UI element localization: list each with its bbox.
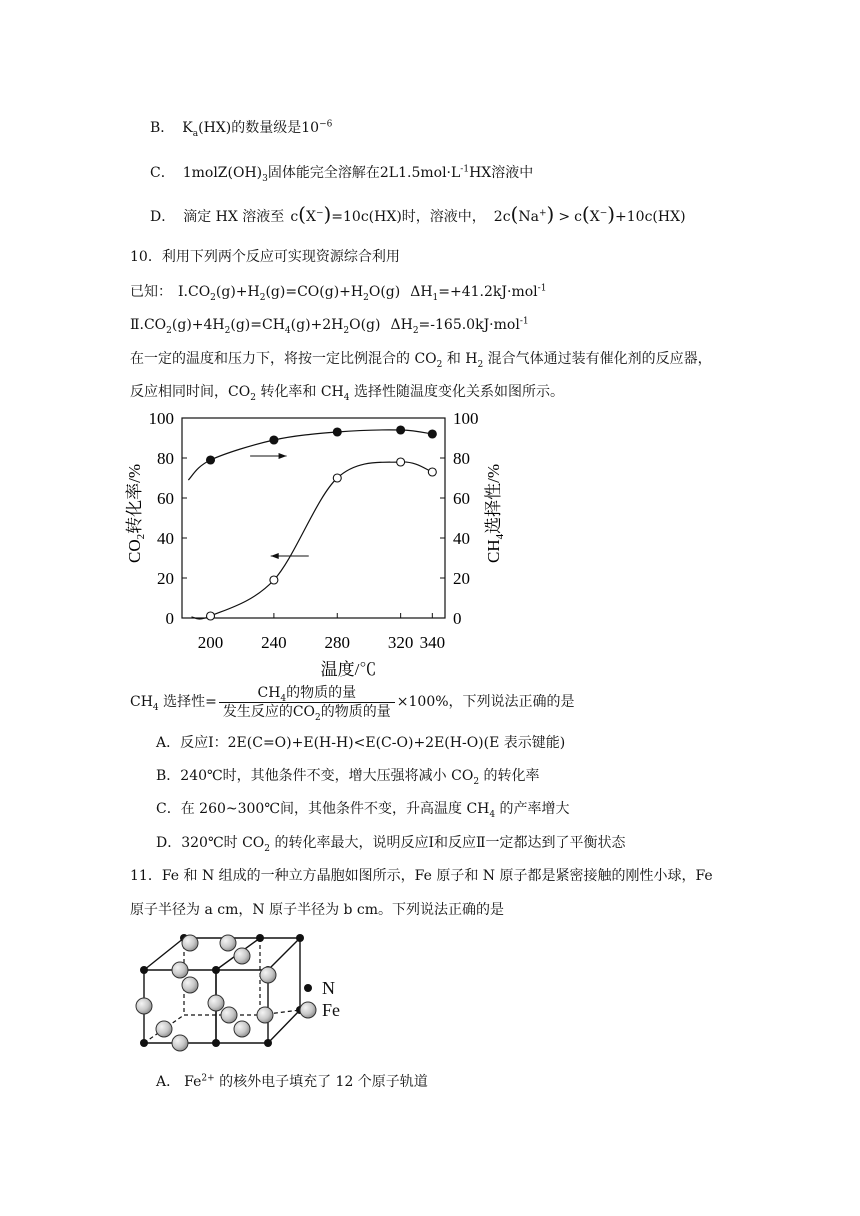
q10-option-c [156,799,570,819]
fe-atom [182,977,198,993]
fe-atom [208,995,224,1011]
text-part: 选择性随温度变化关系如图所示。 [349,384,564,400]
q9-option-d [150,204,686,227]
equation-tail: +10c(HX) [615,209,686,225]
formula-part: .CO [183,284,211,300]
option-text: 320℃时 CO [181,835,265,851]
subscript: 2 [166,325,172,336]
legend-n-marker [304,984,312,992]
fe-atom [220,935,236,951]
y-tick-label-right: 40 [453,529,470,548]
option-text: 的数量级是 [231,120,302,136]
q10-title: 10．利用下列两个反应可实现资源综合利用 [130,249,400,265]
delta-h: ΔH [390,317,413,333]
formula-part: (g)=CH [230,317,285,333]
y-tick-label-right: 0 [453,609,462,628]
q9-option-b [150,118,332,138]
q10-option-a [156,733,565,753]
subscript: 4 [489,809,496,820]
paren-open: ( [581,202,590,226]
option-text: 在 260~300℃间，其他条件不变，升高温度 CH [180,801,490,817]
subscript: 1 [432,292,439,303]
hx-text: (HX) [198,120,232,136]
c-symbol: 2c [493,209,511,225]
q11-text-line-2: 原子半径为 a cm，N 原子半径为 b cm。下列说法正确的是 [130,902,505,918]
ch4-selectivity-point [270,436,278,444]
hx-text: HX [469,165,492,181]
y-tick-label-left: 100 [148,409,174,428]
option-label: C． [150,165,175,181]
greater-than: > [558,209,571,225]
ch4-selectivity-curve [188,430,432,480]
fraction [219,684,395,721]
y-axis-label-left: $CO_2$转化率/% [125,463,147,563]
equation-part: =10c(HX) [331,209,402,225]
legend-fe-marker [300,1002,316,1018]
option-text: Fe [184,1074,202,1090]
co2-conversion-point [397,458,405,466]
subscript: 2 [477,359,484,370]
ka-symbol: K [182,120,193,136]
c-symbol: c [290,209,299,225]
n-atom [256,934,264,942]
fe-atom [156,1021,172,1037]
option-text: 固体能完全溶解在 [267,165,380,181]
charge: + [538,208,547,219]
fe-atom [182,935,198,951]
y-tick-label-right: 20 [453,569,470,588]
roman-numeral: Ⅱ [130,317,140,333]
fraction-denominator [219,703,395,721]
ka-subscript: a [192,128,199,139]
n-atom [212,1039,220,1047]
subscript: 2 [343,325,350,336]
fe-atom [172,962,188,978]
paren-open: ( [298,202,306,226]
formula-part: .CO [139,317,167,333]
formula-part: (g)=CO(g)+H [265,284,364,300]
text-part: 反应相同时间，CO [130,384,251,400]
n-atom [296,934,304,942]
formula-part: 选择性= [158,694,217,710]
subscript: 2 [473,776,480,787]
fe-atom [172,1035,188,1051]
co2-conversion-point [207,612,215,620]
unit-text: L [451,165,461,181]
subscript: 2 [436,359,443,370]
compound-text: 1molZ(OH) [182,165,263,181]
option-label: C． [156,801,181,817]
y-tick-label-left: 40 [157,529,174,548]
co2-conversion-point [428,468,436,476]
fraction-numerator [219,684,395,703]
selectivity-formula [130,682,575,722]
option-text: 滴定 HX 溶液至 [183,209,285,225]
ch4-selectivity-point [333,428,341,436]
option-text: 的转化率 [479,768,540,784]
option-text: 的产率增大 [495,801,570,817]
concentration-text: 2L1.5mol [379,165,447,181]
y-tick-label-right: 60 [453,489,470,508]
fe-atom [221,1007,237,1023]
fe-atom [234,948,250,964]
superscript: 2+ [201,1073,215,1084]
text-part: 和 H [442,351,478,367]
x-ion: X [589,209,600,225]
x-ion: X [305,209,316,225]
formula-part: CH [257,684,281,701]
n-atom [140,966,148,974]
co2-conversion-curve [192,462,433,619]
subscript: 2 [250,392,256,403]
ch4-selectivity-point [397,426,405,434]
option-text: 的转化率最大，说明反应Ⅰ和反应Ⅱ一定都达到了平衡状态 [270,835,626,851]
roman-numeral: Ⅰ [178,284,184,300]
subscript: 2 [224,325,231,336]
power-base: 10 [301,120,320,136]
fe-atom [234,1021,250,1037]
paren-close: ) [323,202,332,226]
fe-atom [260,967,276,983]
x-tick-label: 200 [197,633,224,652]
text-part: 在一定的温度和压力下，将按一定比例混合的 CO [130,351,437,367]
option-label: D． [156,835,182,851]
formula-part: 发生反应的CO [222,703,316,720]
reaction-2 [130,315,529,335]
crystal-cell-diagram [128,930,368,1055]
y-tick-label-left: 80 [157,449,174,468]
option-text-tail: 溶液中 [491,165,534,181]
legend-n-label: N [322,978,335,998]
fe-atoms [136,935,276,1051]
co2-ch4-chart [0,400,860,690]
delta-h: ΔH [410,284,433,300]
formula-part: (g)+2H [290,317,344,333]
co2-conversion-point [333,474,341,482]
y-tick-label-left: 60 [157,489,174,508]
subscript: 2 [363,292,369,303]
y-axis-label-right: $CH_4$选择性/% [484,463,506,563]
subscript: 2 [259,292,266,303]
q10-description-1 [130,349,712,369]
formula-part: ×100%，下列说法正确的是 [396,694,575,710]
subscript: 4 [152,702,159,713]
n-atom [140,1039,148,1047]
option-text-mid: 时，溶液中， [401,209,486,225]
x-tick-label: 280 [324,633,351,652]
subscript: 2 [315,712,321,723]
paren-close: ) [607,202,616,226]
n-atom [264,1039,272,1047]
y-tick-label-right: 100 [453,409,479,428]
x-tick-label: 320 [387,633,414,652]
paren-close: ) [546,202,555,226]
subscript: 2 [210,292,216,303]
y-tick-label-right: 80 [453,449,470,468]
ch4-selectivity-point [428,430,436,438]
ch4-selectivity-point [207,456,215,464]
q10-option-b [156,766,540,786]
option-label: A． [156,1074,181,1090]
subscript: 3 [262,173,268,184]
option-text: 反应Ⅰ：2E(C=O)+E(H-H)<E(C-O)+2E(H-O)(E 表示键能) [180,735,566,751]
co2-conversion-point [270,576,278,584]
option-label: A． [156,735,181,751]
formula-part: O(g) [349,317,381,333]
formula-part: (g)+4H [171,317,225,333]
option-label: B． [156,768,181,784]
plot-frame [182,418,445,618]
charge: − [315,208,324,219]
paren-open: ( [510,202,519,226]
subscript: 2 [412,325,419,336]
formula-part: 的物质的量 [320,703,391,720]
formula-part: O(g) [368,284,401,300]
n-atom [212,966,220,974]
formula-part: 的物质的量 [286,684,357,701]
y-tick-label-left: 0 [165,609,174,628]
na-ion: Na [518,209,539,225]
subscript: 4 [280,693,287,704]
enthalpy-value: =+41.2kJ·mol [438,284,538,300]
q11-text-line-1: 11．Fe 和 N 组成的一种立方晶胞如图所示，Fe 原子和 N 原子都是紧密接触的刚性小球，Fe [130,868,713,884]
power-exponent: −6 [319,119,333,130]
dot: · [446,165,451,181]
option-text: 240℃时，其他条件不变，增大压强将减小 CO [180,768,474,784]
option-text: 的核外电子填充了 12 个原子轨道 [214,1074,428,1090]
superscript: -1 [537,283,547,294]
superscript: -1 [519,316,529,327]
enthalpy-value: =-165.0kJ·mol [418,317,520,333]
text-part: 混合气体通过装有催化剂的反应器， [483,351,712,367]
legend-fe-label: Fe [322,1000,340,1020]
q11-option-a [156,1072,428,1092]
subscript: 4 [284,325,291,336]
known-label: 已知： [130,284,172,300]
charge: − [599,208,608,219]
y-tick-label-left: 20 [157,569,174,588]
formula-part: CH [130,694,153,710]
superscript: -1 [460,164,470,175]
right-axis-arrow-head [279,453,287,459]
q10-description-2 [130,382,564,402]
subscript: 2 [264,843,270,854]
option-label: B． [150,120,175,136]
x-tick-label: 340 [419,633,446,652]
text-part: 转化率和 CH [255,384,344,400]
reaction-1 [130,282,546,302]
q10-option-d [156,833,626,853]
option-label: D． [150,209,176,225]
q9-option-c [150,163,533,183]
subscript: 4 [343,392,350,403]
left-axis-arrow-head [271,553,279,559]
fe-atom [136,998,152,1014]
x-axis-label: 温度/℃ [320,660,377,679]
x-tick-label: 240 [261,633,287,652]
formula-part: (g)+H [215,284,260,300]
fe-atom [257,1007,273,1023]
c-symbol: c [574,209,582,225]
